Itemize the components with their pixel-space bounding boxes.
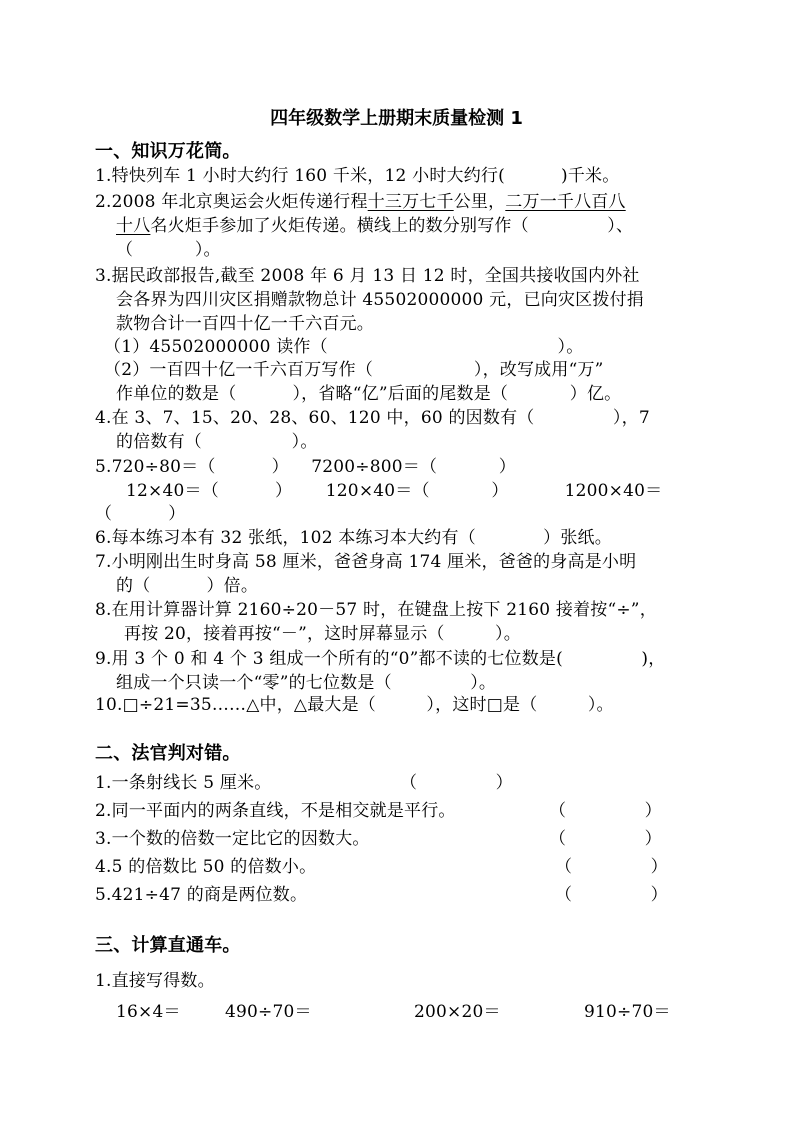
judge-blank-3: （ ）	[549, 829, 662, 849]
section-heading-2: 二、法官判对错。	[95, 743, 241, 764]
question-5-line-2: 12×40＝（ ） 120×40＝（ ） 1200×40＝	[126, 481, 663, 501]
calc-item-2: 490÷70＝	[225, 1002, 312, 1022]
judge-item-4: 4.5 的倍数比 50 的倍数小。	[95, 857, 317, 877]
question-2-line-3: （ ）。	[116, 240, 221, 260]
q2-underline-1: 十三万七千	[367, 192, 454, 212]
judge-item-5: 5.421÷47 的商是两位数。	[95, 885, 308, 905]
judge-blank-4: （ ）	[555, 857, 668, 877]
calc-item-1: 16×4＝	[116, 1002, 181, 1022]
question-3-part-1: （1）45502000000 读作（ ）。	[104, 337, 584, 357]
question-7-line-1: 7.小明刚出生时身高 58 厘米，爸爸身高 174 厘米，爸爸的身高是小明	[95, 552, 637, 572]
q2-text-a: 2.2008 年北京奥运会火炬传递行程	[95, 192, 368, 212]
question-5-line-3: （ ）	[95, 504, 186, 524]
q2-text-b: 公里，	[453, 192, 506, 212]
judge-blank-5: （ ）	[555, 885, 668, 905]
q2-underline-2: 二万一千八百八	[505, 192, 626, 212]
calc-item-3: 200×20＝	[414, 1002, 501, 1022]
q2-text-c: 名火炬手参加了火炬传递。横线上的数分别写作（ ）、	[150, 216, 634, 236]
section-heading-3: 三、计算直通车。	[95, 935, 241, 956]
question-6: 6.每本练习本有 32 张纸，102 本练习本大约有（ ）张纸。	[95, 528, 612, 548]
question-8-line-2: 再按 20，接着再按“－”，这时屏幕显示（ ）。	[124, 624, 521, 644]
section-heading-1: 一、知识万花筒。	[95, 141, 241, 162]
question-3-part-2-cont: 作单位的数是（ ），省略“亿”后面的尾数是（ ）亿。	[116, 384, 622, 404]
question-3-line-3: 款物合计一百四十亿一千六百元。	[116, 314, 374, 334]
page-title: 四年级数学上册期末质量检测 1	[270, 108, 523, 129]
judge-blank-2: （ ）	[549, 801, 662, 821]
question-7-line-2: 的（ ）倍。	[116, 576, 259, 596]
question-4-line-2: 的倍数有（ ）。	[116, 432, 318, 452]
q2-underline-3: 十八	[116, 216, 151, 236]
question-3-line-1: 3.据民政部报告,截至 2008 年 6 月 13 日 12 时，全国共接收国内外社	[95, 266, 640, 286]
calc-subheading: 1.直接写得数。	[95, 971, 215, 991]
calc-item-4: 910÷70＝	[584, 1002, 671, 1022]
judge-item-2: 2.同一平面内的两条直线，不是相交就是平行。	[95, 801, 456, 821]
question-9-line-2: 组成一个只读一个“零”的七位数是（ ）。	[116, 673, 497, 693]
judge-blank-1: （ ）	[400, 773, 513, 793]
question-3-line-2: 会各界为四川灾区捐赠款物总计 45502000000 元，已向灾区拨付捐	[116, 290, 644, 310]
question-2-line-2	[116, 215, 633, 237]
question-2-line-1	[95, 191, 626, 213]
question-5-line-1: 5.720÷80＝（ ） 7200÷800＝（ ）	[95, 457, 516, 477]
question-8-line-1: 8.在用计算器计算 2160÷20－57 时，在键盘上按下 2160 接着按“÷”，	[95, 600, 657, 620]
question-1: 1.特快列车 1 小时大约行 160 千米，12 小时大约行( )千米。	[95, 166, 620, 186]
question-3-part-2: （2）一百四十亿一千六百万写作（ ），改写成用“万”	[104, 360, 604, 380]
question-9-line-1: 9.用 3 个 0 和 4 个 3 组成一个所有的“0”都不读的七位数是( )，	[95, 649, 666, 669]
judge-item-1: 1.一条射线长 5 厘米。	[95, 773, 272, 793]
judge-item-3: 3.一个数的倍数一定比它的因数大。	[95, 829, 370, 849]
question-10: 10.□÷21=35……△中，△最大是（ ），这时□是（ ）。	[95, 695, 614, 715]
question-4-line-1: 4.在 3、7、15、20、28、60、120 中，60 的因数有（ ），7	[95, 408, 650, 428]
